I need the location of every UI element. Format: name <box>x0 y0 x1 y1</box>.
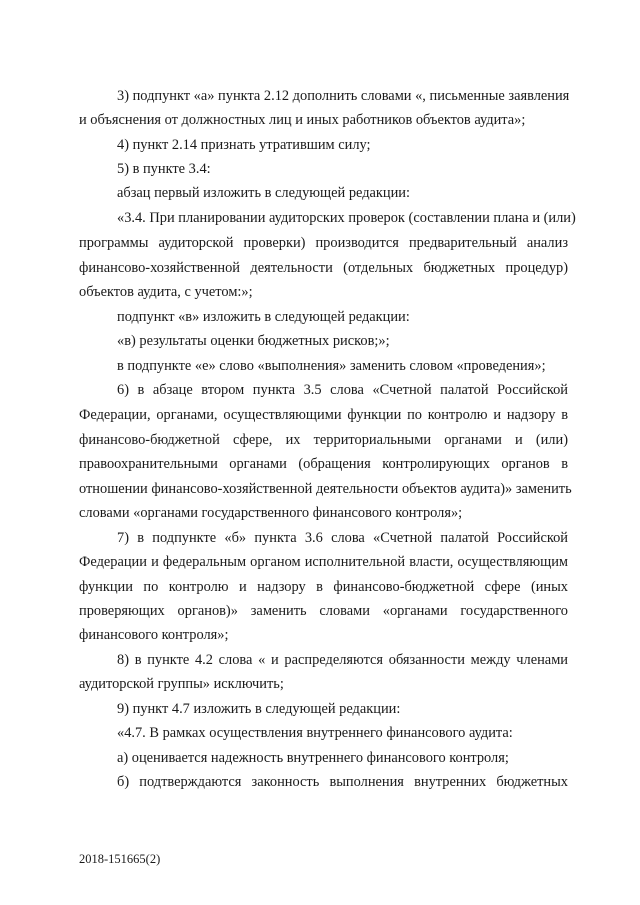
text-line-5: абзац первый изложить в следующей редакции: <box>117 185 411 201</box>
text-line-14: Федерации, органами, осуществляющими функции по контролю и надзору в <box>79 407 568 423</box>
text-line-18: словами «органами государственного финансового контроля»; <box>79 505 463 521</box>
text-line-29: б) подтверждаются законность выполнения внутренних бюджетных <box>117 774 568 790</box>
text-line-24: 8) в пункте 4.2 слова « и распределяются обязанности между членами <box>117 652 568 668</box>
text-line-8: финансово-хозяйственной деятельности (отдельных бюджетных процедур) <box>79 260 568 276</box>
text-line-11: «в) результаты оценки бюджетных рисков;»; <box>117 333 390 349</box>
text-line-16: правоохранительными органами (обращения контролирующих органов в <box>79 456 568 472</box>
text-line-23: финансового контроля»; <box>79 627 229 643</box>
text-line-10: подпункт «в» изложить в следующей редакции: <box>117 309 410 325</box>
text-line-22: проверяющих органов)» заменить словами «органами государственного <box>79 603 568 619</box>
text-line-1: 3) подпункт «а» пункта 2.12 дополнить словами «, письменные заявления <box>117 88 570 104</box>
text-line-9: объектов аудита, с учетом:»; <box>79 284 253 300</box>
text-line-21: функции по контролю и надзору в финансово-бюджетной сфере (иных <box>79 579 568 595</box>
text-line-27: «4.7. В рамках осуществления внутреннего финансового аудита: <box>117 725 513 741</box>
text-line-4: 5) в пункте 3.4: <box>117 161 211 177</box>
text-line-26: 9) пункт 4.7 изложить в следующей редакции: <box>117 701 401 717</box>
text-line-20: Федерации и федеральным органом исполнительной власти, осуществляющим <box>79 554 568 570</box>
text-line-13: 6) в абзаце втором пункта 3.5 слова «Счетной палатой Российской <box>117 382 568 398</box>
text-line-7: программы аудиторской проверки) производится предварительный анализ <box>79 235 568 251</box>
text-line-19: 7) в подпункте «б» пункта 3.6 слова «Счетной палатой Российской <box>117 530 568 546</box>
text-line-15: финансово-бюджетной сфере, их территориальными органами и (или) <box>79 432 568 448</box>
text-line-3: 4) пункт 2.14 признать утратившим силу; <box>117 137 371 153</box>
text-line-2: и объяснения от должностных лиц и иных работников объектов аудита»; <box>79 112 526 128</box>
text-line-12: в подпункте «е» слово «выполнения» заменить словом «проведения»; <box>117 358 546 374</box>
text-line-28: а) оценивается надежность внутреннего финансового контроля; <box>117 750 509 766</box>
document-footer-code: 2018-151665(2) <box>79 852 161 866</box>
text-line-17: отношении финансово-хозяйственной деятельности объектов аудита)» заменить <box>79 481 572 497</box>
text-line-25: аудиторской группы» исключить; <box>79 676 284 692</box>
text-line-6: «3.4. При планировании аудиторских проверок (составлении плана и (или) <box>117 210 576 226</box>
